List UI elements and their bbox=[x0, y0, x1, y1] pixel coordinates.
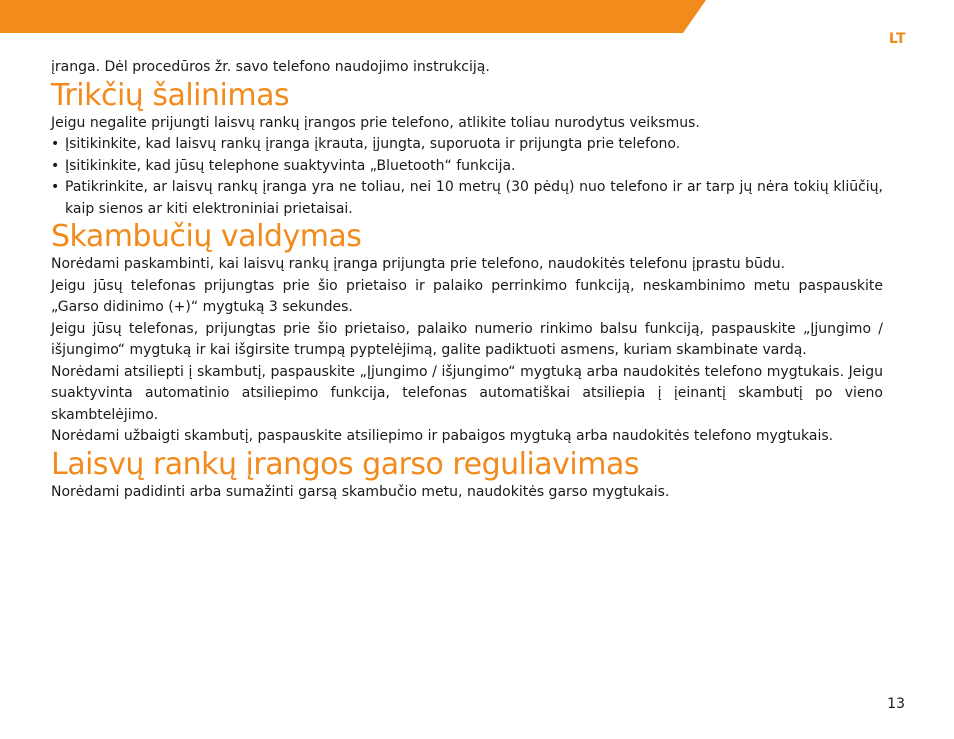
section-title-call-control: Skambučių valdymas bbox=[51, 219, 362, 254]
list-item-text: Įsitikinkite, kad laisvų rankų įranga įkrauta, įjungta, suporuota ir prijungta prie telefono. bbox=[65, 136, 681, 152]
list-item bbox=[51, 134, 883, 156]
intro-fragment: įranga. Dėl procedūros žr. savo telefono naudojimo instrukciją. bbox=[51, 59, 490, 75]
volume-paragraph: Norėdami padidinti arba sumažinti garsą skambučio metu, naudokitės garso mygtukais. bbox=[51, 483, 670, 500]
list-item-text: Patikrinkite, ar laisvų rankų įranga yra ne toliau, nei 10 metrų (30 pėdų) nuo telefono ir ar tarp jų nėra tokių kliūčių, kaip sienos ar kiti elektroniniai prietaisai. bbox=[65, 179, 883, 217]
section-title-troubleshooting: Trikčių šalinimas bbox=[51, 77, 290, 113]
list-item-text: Įsitikinkite, kad jūsų telephone suaktyvinta „Bluetooth“ funkcija. bbox=[65, 157, 516, 174]
language-tag: LT bbox=[888, 31, 906, 47]
troubleshooting-intro: Jeigu negalite prijungti laisvų rankų įrangos prie telefono, atlikite toliau nurodytus veiksmus. bbox=[51, 114, 700, 131]
call-control-paragraph: Jeigu jūsų telefonas prijungtas prie šio prietaiso ir palaiko perrinkimo funkciją, neskambinimo metu paspauskite „Garso didinimo (+)“ mygtuką 3 sekundes. bbox=[51, 277, 883, 315]
page-content bbox=[51, 57, 883, 503]
bullet-icon: • bbox=[51, 157, 60, 174]
call-control-paragraph: Norėdami užbaigti skambutį, paspauskite atsiliepimo ir pabaigos mygtuką arba naudokitės telefono mygtukais. bbox=[51, 428, 834, 444]
header-orange-shape bbox=[0, 0, 706, 33]
call-control-paragraph: Norėdami paskambinti, kai laisvų rankų įranga prijungta prie telefono, naudokitės telefonu įprastu būdu. bbox=[51, 256, 786, 272]
call-control-paragraph: Jeigu jūsų telefonas, prijungtas prie šio prietaiso, palaiko numerio rinkimo balsu funkciją, paspauskite „Įjungimo / išjungimo“ mygtuką ir kai išgirsite trumpą pyptelėjimą, galite padiktuoti asmens, kuriam skambinate vardą. bbox=[51, 320, 883, 358]
page-number: 13 bbox=[887, 696, 905, 712]
section-title-volume: Laisvų rankų įrangos garso reguliavimas bbox=[51, 446, 639, 482]
bullet-icon: • bbox=[51, 136, 60, 152]
call-control-paragraph: Norėdami atsiliepti į skambutį, paspauskite „Įjungimo / išjungimo“ mygtuką arba naudokitės telefono mygtukais. Jeigu suaktyvinta automatinio atsiliepimo funkcija, telefonas automatiškai atsiliepia į įeinantį skambutį po vieno skambtelėjimo. bbox=[51, 363, 883, 423]
list-item bbox=[51, 177, 883, 220]
list-item bbox=[51, 156, 883, 178]
troubleshooting-list bbox=[51, 134, 883, 220]
header-orange-band bbox=[0, 0, 954, 33]
bullet-icon: • bbox=[51, 179, 60, 195]
